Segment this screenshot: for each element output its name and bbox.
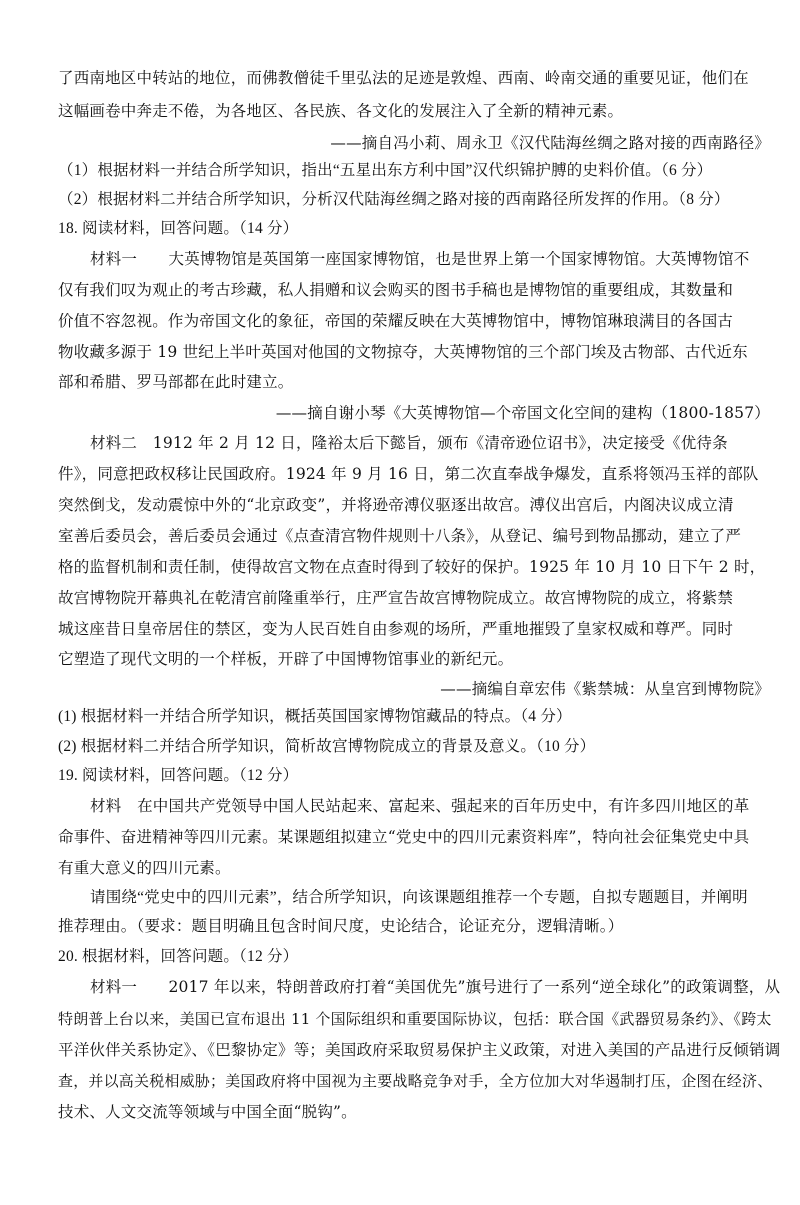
material-paragraph: 有重大意义的四川元素。 [58, 859, 231, 877]
material-paragraph: 室善后委员会，善后委员会通过《点查清宫物件规则十八条》，从登记、编号到物品挪动，建立了严 [58, 527, 742, 545]
question-item: （2）根据材料二并结合所学知识，分析汉代陆海丝绸之路对接的西南路径所发挥的作用。（8 分） [58, 191, 730, 208]
material-paragraph: 查，并以高关税相威胁；美国政府将中国视为主要战略竞争对手，全方位加大对华遏制打压，企图在经济、 [58, 1072, 773, 1090]
material-paragraph: 部和希腊、罗马部都在此时建立。 [58, 373, 294, 391]
material-paragraph: 故宫博物院开幕典礼在乾清宫前隆重举行，庄严宣告故宫博物院成立。故宫博物院的成立，将紫禁 [58, 589, 734, 607]
task-instruction: 推荐理由。（要求：题目明确且包含时间尺度，史论结合，论证充分，逻辑清晰。） [58, 918, 624, 935]
source-citation: ——摘自冯小莉、周永卫《汉代陆海丝绸之路对接的西南路径》 [330, 134, 770, 152]
material-paragraph: 价值不容忽视。作为帝国文化的象征，帝国的荣耀反映在大英博物馆中，博物馆琳琅满目的各国古 [58, 312, 734, 330]
question-item: （1）根据材料一并结合所学知识，指出“五星出东方利中国”汉代织锦护膊的史料价值。（6 分） [58, 162, 713, 179]
question-heading: 19. 阅读材料，回答问题。（12 分） [58, 767, 299, 784]
material-paragraph: 城这座昔日皇帝居住的禁区，变为人民百姓自由参观的场所，严重地摧毁了皇家权威和尊严。同时 [58, 620, 734, 638]
material-paragraph: 材料二 1912 年 2 月 12 日，隆裕太后下懿旨，颁布《清帝逊位诏书》，决定接受《优待条 [90, 434, 728, 452]
text-line: 这幅画卷中奔走不倦，为各地区、各民族、各文化的发展注入了全新的精神元素。 [58, 102, 624, 120]
material-paragraph: 材料 在中国共产党领导中国人民站起来、富起来、强起来的百年历史中，有许多四川地区的革 [90, 797, 750, 815]
material-paragraph: 技术、人文交流等领域与中国全面“脱钩”。 [58, 1103, 357, 1121]
source-citation: ——摘自谢小琴《大英博物馆—个帝国文化空间的建构（1800-1857） [275, 404, 770, 422]
material-paragraph: 物收藏多源于 19 世纪上半叶英国对他国的文物掠夺，大英博物馆的三个部门埃及古物部、古代近东 [58, 343, 748, 361]
question-heading: 20. 根据材料，回答问题。（12 分） [58, 948, 299, 965]
material-paragraph: 特朗普上台以来，美国已宣布退出 11 个国际组织和重要国际协议，包括：联合国《武器贸易条约》、《跨太 [58, 1010, 772, 1028]
question-item: (1) 根据材料一并结合所学知识，概括英国国家博物馆藏品的特点。（4 分） [58, 708, 572, 725]
source-citation: ——摘编自章宏伟《紫禁城：从皇宫到博物院》 [440, 680, 770, 698]
material-paragraph: 仅有我们叹为观止的考古珍藏，私人捐赠和议会购买的图书手稿也是博物馆的重要组成，其数量和 [58, 281, 734, 299]
material-paragraph: 材料一 2017 年以来，特朗普政府打着“美国优先”旗号进行了一系列“逆全球化”的政策调整，从 [90, 978, 781, 996]
material-paragraph: 格的监督机制和责任制，使得故宫文物在点查时得到了较好的保护。1925 年 10 月 10 日下午 2 时， [58, 558, 766, 576]
material-paragraph: 它塑造了现代文明的一个样板，开辟了中国博物馆事业的新纪元。 [58, 650, 514, 668]
text-line: 了西南地区中转站的地位，而佛教僧徒千里弘法的足迹是敦煌、西南、岭南交通的重要见证，他们在 [58, 69, 749, 87]
material-paragraph: 突然倒戈，发动震惊中外的“北京政变”，并将逊帝溥仪驱逐出故宫。溥仪出宫后，内阁决议成立清 [58, 496, 734, 514]
task-instruction: 请围绕“党史中的四川元素”，结合所学知识，向该课题组推荐一个专题，自拟专题题目，并阐明 [90, 889, 748, 906]
question-item: (2) 根据材料二并结合所学知识，简析故宫博物院成立的背景及意义。（10 分） [58, 738, 596, 755]
material-paragraph: 命事件、奋进精神等四川元素。某课题组拟建立“党史中的四川元素资料库”，特向社会征集党史中具 [58, 828, 750, 846]
material-paragraph: 平洋伙伴关系协定》、《巴黎协定》等；美国政府采取贸易保护主义政策，对进入美国的产品进行反倾销调 [58, 1041, 781, 1059]
material-paragraph: 材料一 大英博物馆是英国第一座国家博物馆，也是世界上第一个国家博物馆。大英博物馆不 [90, 250, 750, 268]
question-heading: 18. 阅读材料，回答问题。（14 分） [58, 220, 299, 237]
material-paragraph: 件》，同意把政权移让民国政府。1924 年 9 月 16 日，第二次直奉战争爆发，直系将领冯玉祥的部队 [58, 465, 759, 483]
